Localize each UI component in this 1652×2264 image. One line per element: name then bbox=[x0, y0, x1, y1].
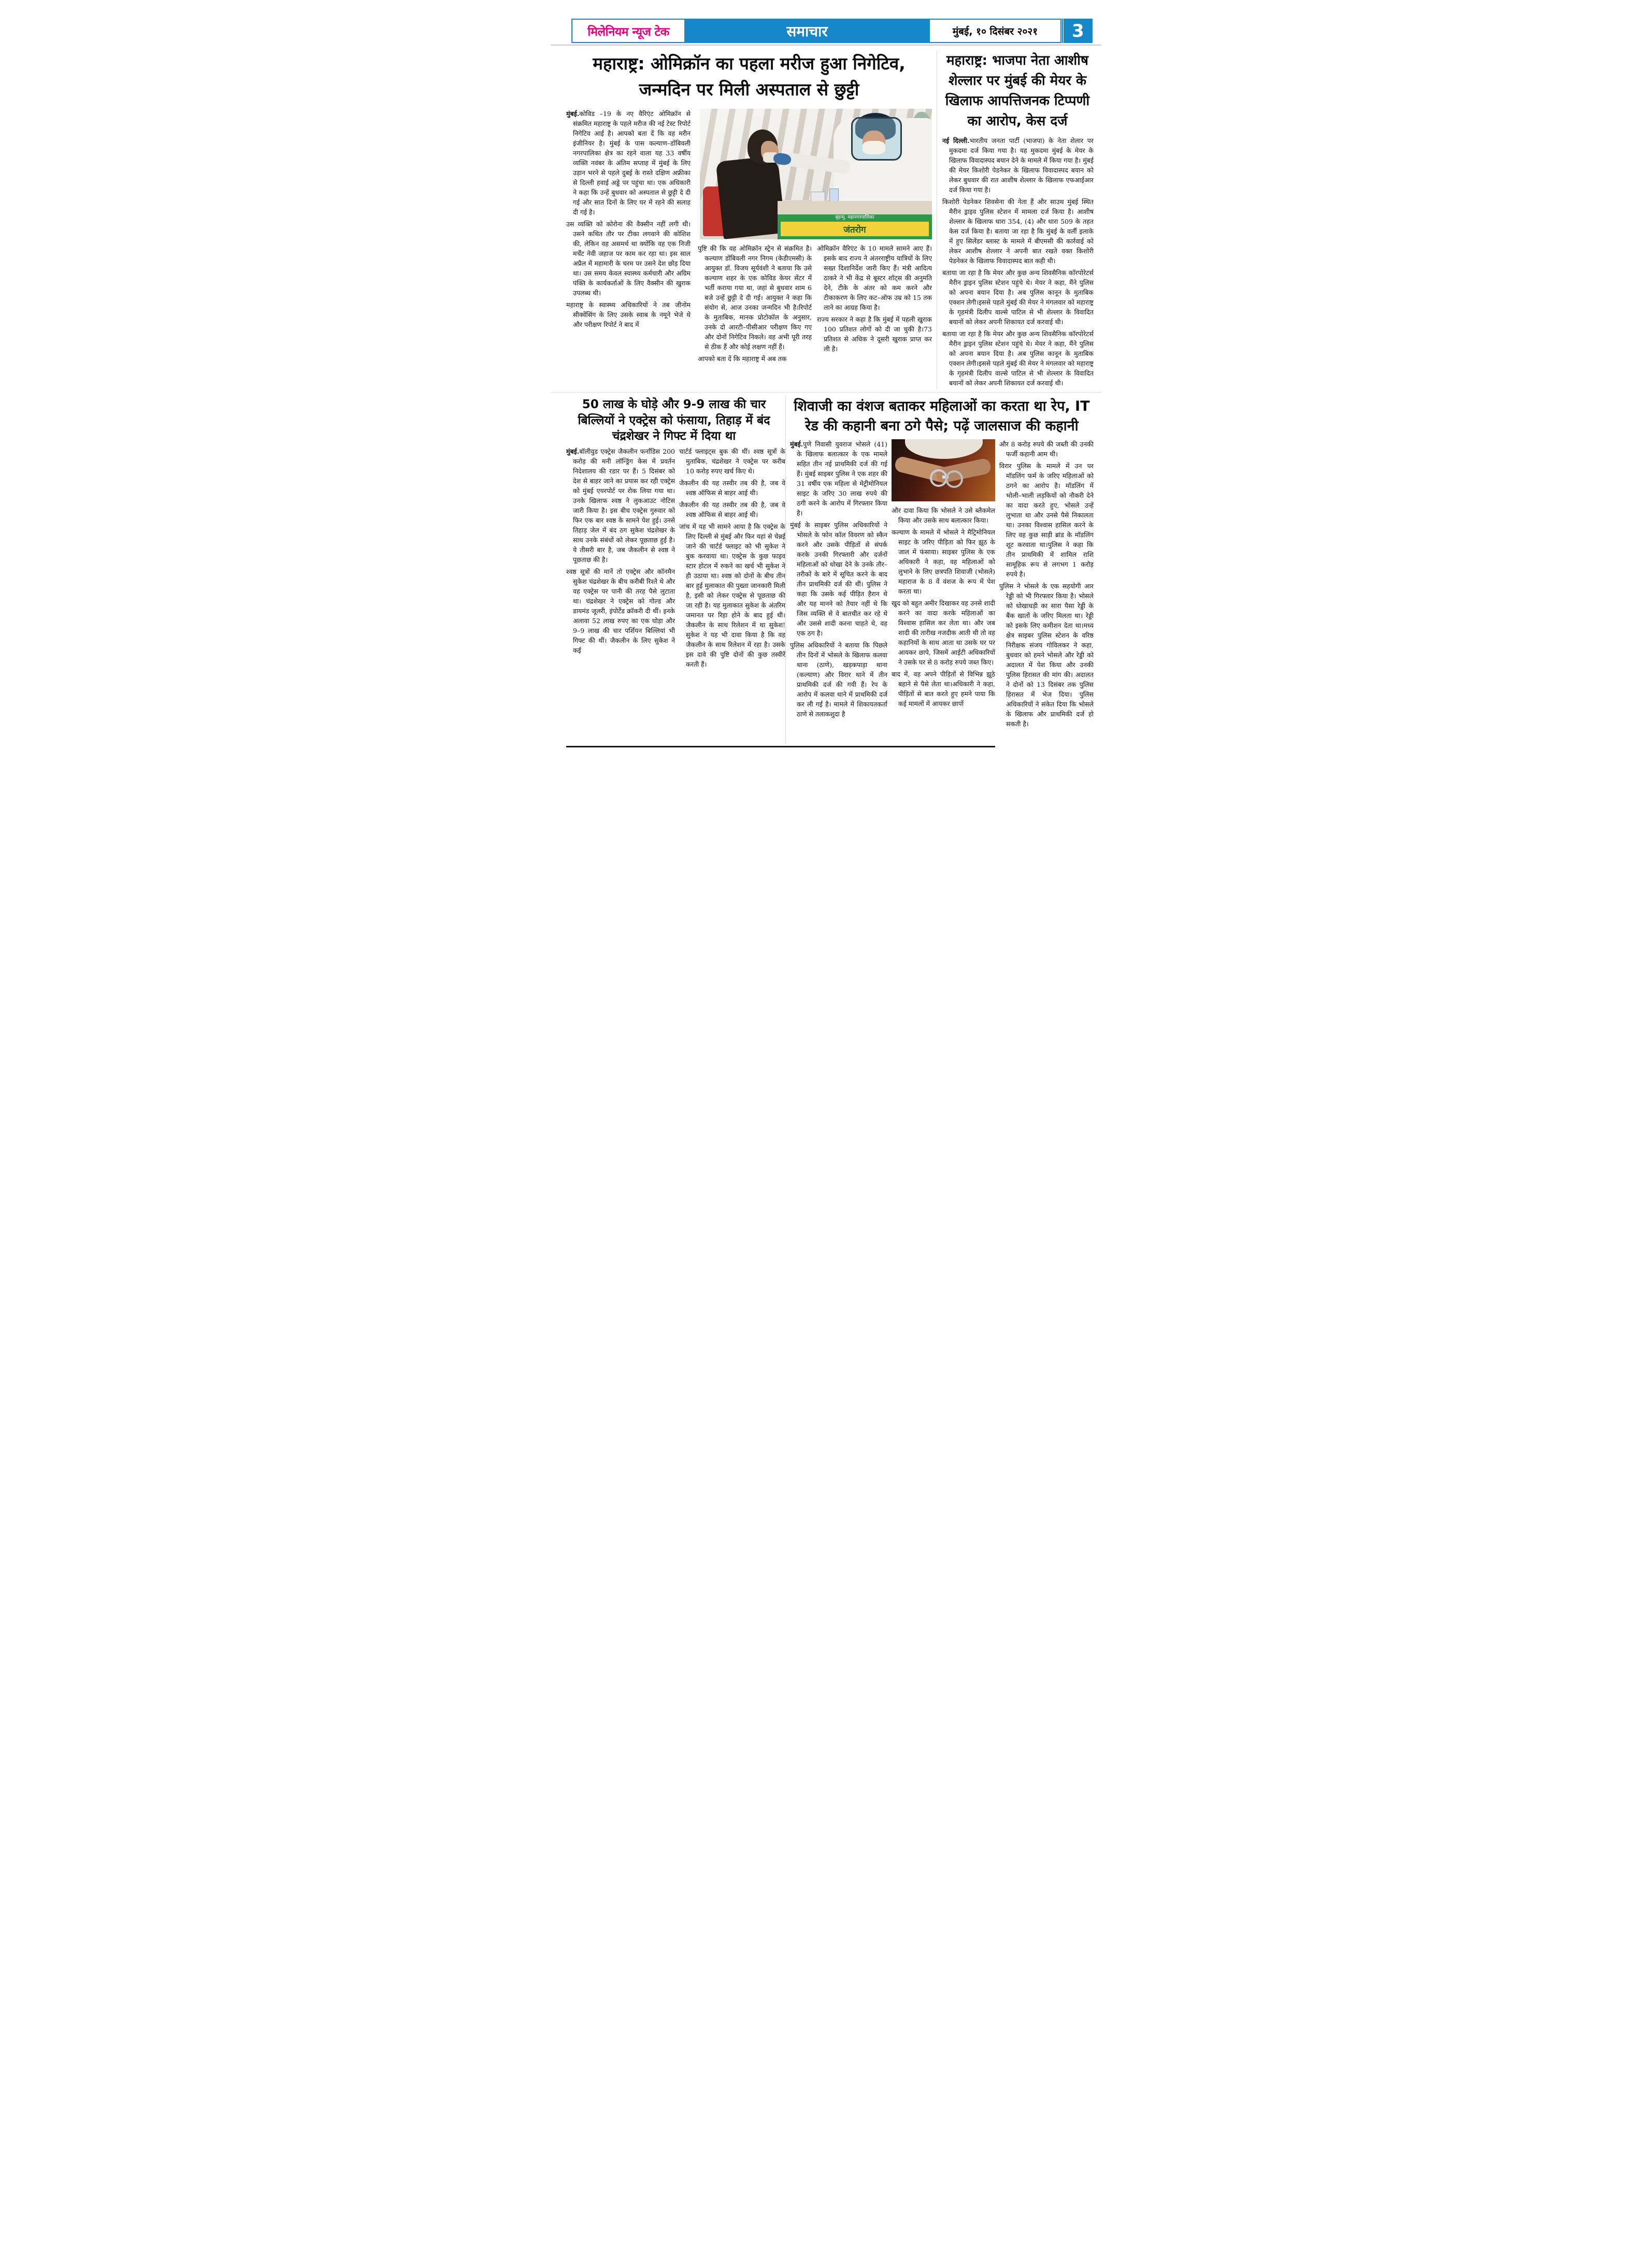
story4-column-1 bbox=[790, 439, 887, 745]
patient-figure bbox=[715, 155, 785, 239]
newspaper-page bbox=[551, 0, 1101, 755]
story3-headline: 50 लाख के घोड़े और 9-9 लाख की चार बिल्लियों ने एक्ट्रेस को फंसाया, तिहाड़ में बंद चंद्रशेखर ने गिफ्ट में दिया था bbox=[578, 398, 770, 443]
paragraph bbox=[698, 243, 812, 352]
dateline: मुंबई. bbox=[566, 110, 580, 118]
paragraph-text: और 8 करोड़ रुपये की जब्ती की उनकी फर्जी कहानी आम थी। bbox=[999, 440, 1094, 458]
paragraph bbox=[892, 527, 995, 596]
photo-banner bbox=[778, 214, 932, 239]
handcuff-ring-shape bbox=[930, 469, 947, 487]
story4-column-2 bbox=[892, 506, 995, 745]
paragraph bbox=[790, 640, 887, 719]
handcuff-ring-shape bbox=[945, 470, 963, 488]
story3-column-2 bbox=[679, 446, 785, 737]
paragraph-text: राज्य सरकार ने कहा है कि मुंबई में पहली खुराक 100 प्रतिशत लोगों को दी जा चुकी है।73 प्रतिशत से अधिक ने दूसरी खुराक प्राप्त कर ली है। bbox=[817, 315, 932, 353]
paragraph-text: उस व्यक्ति को कोरोना की वैक्सीन नहीं लगी थी। उसने कथित तौर पर टीका लगवाने की कोशिश की, लेकिन वह असमर्थ था क्योंकि वह एक निजी मर्चेंट नेवी जहाज पर काम कर रहा था। इस साल अप्रैल में महामारी के चरम पर उसने देश छोड़ दिया था। उस समय केवल स्वास्थ्य कर्मचारी और अग्रिम पंक्ति के कार्यकर्ताओं के लिए वैक्सीन की खुराक उपलब्ध थी। bbox=[566, 220, 691, 297]
paragraph-text: पुलिस अधिकारियों ने बताया कि पिछले तीन दिनों में भोसले के खिलाफ कलवा थाना (ठाणे), खड़कपाड़ा थाना (कल्याण) और विरार थाने में तीन प्राथमिकी दर्ज की गयी हैं। रेप के आरोप में कलवा थाने में प्राथमिकी दर्ज कर ली गई है। मामले में शिकायतकर्ता ठाणे से तलाकशुदा है bbox=[790, 641, 887, 718]
paragraph bbox=[679, 500, 785, 520]
table-shape bbox=[778, 201, 932, 214]
paragraph-text: भारतीय जनता पार्टी (भाजपा) के नेता शेलार पर मुकदमा दर्ज किया गया है। यह मुकदमा मुंबई के मेयर के खिलाफ विवादास्पद बयान देने के मामले में किया गया है। मुंबई की मेयर किशोरी पेडनेकर के खिलाफ विवादास्पद बयान को लेकर बुधवार की रात आशीष शेल्लार के खिलाफ एफआईआर दर्ज किया गया है। bbox=[949, 137, 1094, 194]
paragraph bbox=[942, 197, 1094, 266]
banner-yellow-band bbox=[781, 222, 929, 236]
paragraph-text: खुद को बहुत अमीर दिखाकर वह उनसे शादी करने का वादा करके महिलाओं का विश्वास हासिल कर लेता था। और जब शादी की तारीख नजदीक आती थी तो वह कहानियों के साथ आता था उसके घर पर आयकर छापे, जिसमें आईटी अधिकारियों ने उसके घर से 8 करोड़ रुपये जब्त किए। bbox=[892, 599, 995, 666]
paragraph-text: जैकलीन की यह तस्वीर तब की है, जब वे श्वष्ठ ऑफिस से बाहर आई थी। bbox=[679, 479, 785, 497]
story4-headline: शिवाजी का वंशज बताकर महिलाओं का करता था रेप, IT रेड की कहानी बना ठगे पैसे; पढ़ें जालसाज की कहानी bbox=[794, 398, 1090, 435]
paragraph bbox=[892, 669, 995, 709]
swab-test-photo bbox=[700, 109, 932, 239]
banner-municipality-text: बृहन्मु. महानगरपालिका bbox=[835, 215, 874, 220]
brand-box bbox=[571, 19, 685, 43]
date-box bbox=[929, 19, 1061, 43]
paragraph bbox=[679, 446, 785, 476]
paragraph-text: बताया जा रहा है कि मेयर और कुछ अन्य शिवसैनिक कॉरपोरेटर्स मैरीन ड्राइन पुलिस स्टेशन पहुंचे थे। मेयर ने कहा, मैंने पुलिस को अपना बयान दिया है। अब पुलिस कानून के मुताबिक एक्शन लेगी।इससे पहले मुंबई की मेयर ने मंगलवार को महाराष्ट्र के गृहमंत्री दिलीप वाल्से पाटिल से भी शेल्लार के विवादित बयानों को लेकर अपनी शिकायत दर्ज करवाई थी। bbox=[942, 269, 1094, 326]
story1-column-2 bbox=[698, 243, 812, 390]
paragraph bbox=[566, 300, 691, 329]
shirt-shape bbox=[905, 439, 983, 459]
edition-date: मुंबई, १० दिसंबर २०२१ bbox=[952, 25, 1038, 37]
paragraph bbox=[679, 478, 785, 498]
section-divider bbox=[551, 392, 1101, 393]
column-divider bbox=[785, 397, 786, 744]
paragraph bbox=[790, 520, 887, 638]
paragraph bbox=[999, 439, 1094, 459]
paragraph bbox=[566, 219, 691, 298]
worker-mask-shape bbox=[863, 141, 885, 154]
story1-column-1 bbox=[566, 109, 691, 390]
paragraph bbox=[790, 439, 887, 518]
paragraph bbox=[817, 314, 932, 354]
paragraph-text: विरार पुलिस के मामले में उन पर मॉडलिंग फर्म के जरिए महिलाओं को ठगने का आरोप है। मॉडलिंग में भोली–भाली लड़कियों को नौकरी देने का वादा करते हुए, भोसले उन्हें लुभाता था और उनसे पैसे निकालता था। उनका विश्वास हासिल करने के लिए वह कुछ साड़ी ब्रांड के मॉडलिंग शूट करवाता था।पुलिस ने कहा कि तीन प्राथमिकी में शामिल राशि सामूहिक रूप से लगभग 1 करोड़ रुपये है। bbox=[999, 462, 1094, 578]
paragraph-text: और दावा किया कि भोसले ने उसे ब्लैकमेल किया और उसके साथ बलात्कार किया। bbox=[892, 507, 995, 524]
dateline: मुंबई. bbox=[566, 448, 580, 455]
paragraph-text: पुष्टि की कि वह ओमिक्रॉन स्ट्रेन से संक्रमित है। कल्याण डोंबिवली नगर निगम (केडीएमसी) के आयुक्त डॉ. विजय सूर्यवंशी ने बताया कि उसे कल्याण शहर के एक कोविड केयर सेंटर में भर्ती कराया गया था, जहां से बुधवार शाम 6 बजे उन्हें छुट्टी दे दी गई। आयुक्त ने कहा कि संयोग से, आज उनका जन्मदिन भी है।रिपोर्ट के मुताबिक, मानक प्रोटोकॉल के अनुसार, उनके दो आरटी–पीसीआर परीक्षण किए गए और दोनों निगेटिव निकले। वह अभी पूरी तरह से ठीक हैं और कोई लक्षण नहीं हैं। bbox=[698, 244, 812, 351]
paragraph bbox=[566, 446, 675, 565]
paragraph bbox=[817, 243, 932, 312]
dateline: मुंबई. bbox=[790, 440, 803, 448]
story4-column-3 bbox=[999, 439, 1094, 745]
paragraph bbox=[892, 506, 995, 525]
section-title: समाचार bbox=[786, 22, 828, 40]
paragraph-text: जांच में यह भी सामने आया है कि एक्ट्रेस के लिए दिल्ली से मुंबई और फिर यहां से चेन्नई जाने की चार्टर्ड फ्लाइट को भी सुकेश ने बुक करवाया था। एक्ट्रेस के कुछ फाइव स्टार होटल में रुकने का खर्च भी सुकेश ने ही उठाया था। श्वष्ठ को दोनों के बीच तीन बार हुई मुलाकात की पुख्ता जानकारी मिली है, इसी को लेकर एक्ट्रेस से पूछताछ की जा रही है। यह मुलाकात सुकेश के अंतरिम जमानत पर रिहा होने के बाद हुई थी।जैकलीन के साथ रिलेशन में था सुकेश!सुकेश ने यह भी दावा किया है कि वह जैकलीन के साथ रिलेशन में रहा है। उसके इस दावे की पुष्टि दोनों की कुछ तस्वीरें करती हैं। bbox=[679, 523, 785, 668]
paragraph bbox=[942, 268, 1094, 327]
story2-column bbox=[942, 136, 1094, 390]
paragraph bbox=[698, 354, 812, 364]
header-rule bbox=[551, 45, 1101, 46]
paragraph-text: कोविड –19 के नए वैरिएंट ओमिक्रॉन से संक्रमित महाराष्ट्र के पहले मरीज की नई टेस्ट रिपोर्ट निगेटिव आई है। आपको बता दें कि वह मरीन इंजीनियर है। मुंबई के पास कल्याण–डोंबिवली नगरपालिका क्षेत्र का रहने वाला यह 33 वर्षीय व्यक्ति नवंबर के अंतिम सप्ताह में मुंबई के लिए उड़ान भरने से पहले दुबई के रास्ते दक्षिण अफ्रीका से दिल्ली हवाई अड्डे पर पहुंचा था। एक अधिकारी ने कहा कि उन्हें बुधवार को अस्पताल से छुट्टी दे दी गई और सात दिनों के लिए घर में रहने की सलाह दी गई है। bbox=[573, 110, 691, 216]
page-number: 3 bbox=[1072, 20, 1084, 41]
paragraph-text: कल्याण के मामले में भोसले ने मैट्रिमोनियल साइट के जरिए पीड़िता को फिर झूठ के जाल में फंसाया। साइबर पुलिस के एक अधिकारी ने कहा, वह महिलाओं को लुभाने के लिए छत्रपति शिवाजी (भोसले) महाराज के 8 वें वंशज के रूप में पेश करता था। bbox=[892, 528, 995, 595]
dateline: नई दिल्ली. bbox=[942, 137, 970, 145]
paragraph-text: बाद में, वह अपने पीड़ितों से विभिन्न झूठे बहाने से पैसे लेता था।अधिकारी ने कहा, पीड़ितों से बात करते हुए हमने पाया कि कई मामलों में आयकर छापों bbox=[892, 670, 995, 708]
paragraph bbox=[942, 136, 1094, 195]
handcuffs-photo bbox=[892, 439, 995, 501]
paragraph-text: बताया जा रहा है कि मेयर और कुछ अन्य शिवसैनिक कॉरपोरेटर्स मैरीन ड्राइन पुलिस स्टेशन पहुंचे थे। मेयर ने कहा, मैंने पुलिस को अपना बयान दिया है। अब पुलिस कानून के मुताबिक एक्शन लेगी।इससे पहले मुंबई की मेयर ने मंगलवार को महाराष्ट्र के गृहमंत्री दिलीप वाल्से पाटिल से भी शेल्लार के विवादित बयानों को लेकर अपनी शिकायत दर्ज करवाई थी। bbox=[942, 330, 1094, 387]
masthead bbox=[571, 19, 1093, 43]
paragraph-text: किशोरी पेडनेकर शिवसेना की नेता हैं और साउथ मुंबई स्थित मैरीन ड्राइव पुलिस स्टेशन में मामला दर्ज किया है। आशीष शेल्लार के खिलाफ धारा 354, (4) और धारा 509 के तहत केस दर्ज किया है। बताया जा रहा है कि मुंबई के वर्ली इलाके में हुए सिलेंडर ब्लास्ट के मामले में बीएमसी की कार्रवाई को लेकर आशीष शेल्लार ने अपनी बात रखते वक्त किशोरी पेडनेकर के खिलाफ विवादास्पद बात कही थी। bbox=[942, 198, 1094, 265]
paragraph-text: ओमिक्रॉन वैरिएंट के 10 मामले सामने आए हैं। इसके बाद राज्य ने अंतरराष्ट्रीय यात्रियों के लिए सख्त दिशानिर्देश जारी किए हैं। मंत्री आदित्य ठाकरे ने भी केंद्र से बूस्टर शॉट्स की अनुमति देने, टीके के अंतर को कम करने और टीकाकरण के लिए कट–ऑफ उम्र को 15 तक लाने का आग्रह किया है। bbox=[817, 244, 932, 311]
paragraph-text: महाराष्ट्र के स्वास्थ्य अधिकारियों ने तब जीनोम सीक्वेंसिंग के लिए उसके स्वाब के नमूने भेजे थे और परीक्षण रिपोर्ट ने बाद में bbox=[566, 301, 691, 328]
story3-column-1 bbox=[566, 446, 675, 737]
paragraph-text: बॉलीवुड एक्ट्रेस जैकलीन फर्नांडिस 200 करोड़ की मनी लॉन्ड्रिंग केस में प्रवर्तन निदेशालय की रडार पर हैं। 5 दिसंबर को देश से बाहर जाने का प्रयास कर रही एक्ट्रेस को मुंबई एयरपोर्ट पर रोक लिया गया था। उनके खिलाफ श्वष्ठ ने लुकआउट नोटिस जारी किया है। इस बीच एक्ट्रेस गुरुवार को फिर एक बार श्वष्ठ के सामने पेश हुई। उनसे तिहाड़ जेल में बंद ठग सुकेश चंद्रशेखर के साथ उनके संबंधों को लेकर पूछताछ हुई है। ये तीसरी बार है, जब जैकलीन से श्वष्ठ ने पूछताछ की है। bbox=[573, 448, 675, 564]
bottom-rule bbox=[566, 746, 995, 747]
paragraph-text: आपको बता दें कि महाराष्ट्र में अब तक bbox=[698, 355, 787, 363]
section-box bbox=[685, 19, 929, 43]
story1-headline: महाराष्ट्र: ओमिक्रॉन का पहला मरीज हुआ निगेटिव, जन्मदिन पर मिली अस्पताल से छुट्टी bbox=[593, 53, 906, 99]
brand-title: मिलेनियम न्यूज टेक bbox=[587, 25, 669, 39]
paragraph-text: जैकलीन की यह तस्वीर तब की है, जब वे श्वष्ठ ऑफिस से बाहर आई थी। bbox=[679, 501, 785, 518]
paragraph bbox=[892, 598, 995, 667]
paragraph-text: पुणे निवासी युवराज भोसले (41) के खिलाफ बलात्कार के एक मामले सहित तीन नई प्राथमिकी दर्ज की गई हैं। मुंबई साइबर पुलिस ने एक शहर की 31 वर्षीय एक महिला से मेट्रीमोनियल साइट के जरिए 30 लाख रुपये की ठगी करने के आरोप में गिरफ्तार किया है। bbox=[797, 440, 887, 517]
paragraph bbox=[566, 109, 691, 217]
paragraph bbox=[679, 522, 785, 669]
story2-headline: महाराष्ट्र: भाजपा नेता आशीष शेल्लार पर मुंबई की मेयर के खिलाफ आपत्तिजनक टिप्पणी का आरोप, केस दर्ज bbox=[945, 53, 1090, 129]
paragraph bbox=[566, 567, 675, 655]
story1-column-3 bbox=[817, 243, 932, 390]
paragraph-text: चार्टर्ड फ्लाइट्स बुक की थीं। श्वष्ठ सूत्रों के मुताबिक, चंद्रशेखर ने एक्ट्रेस पर करीब 10 करोड़ रुपए खर्च किए थे। bbox=[679, 448, 785, 475]
paragraph bbox=[999, 461, 1094, 579]
paragraph bbox=[999, 581, 1094, 729]
paragraph-text: श्वष्ठ सूत्रों की मानें तो एक्ट्रेस और कॉनमैन सुकेश चंद्रशेखर के बीच करीबी रिश्ते थे और वह एक्ट्रेस पर पानी की तरह पैसे लुटाता था। चंद्रशेखर ने एक्ट्रेस को गोल्ड और डायमंड जूलरी, इंपोर्टेड क्रॉकरी दी थीं। इनके अलावा 52 लाख रुपए का एक घोड़ा और 9–9 लाख की चार पर्शियन बिल्लियां भी गिफ्ट की थीं। जैकलीन के लिए सुकेश ने कई bbox=[566, 568, 675, 654]
banner-main-text: जंतरोग bbox=[843, 224, 866, 235]
page-number-box bbox=[1061, 19, 1093, 43]
paragraph bbox=[942, 329, 1094, 388]
paragraph-text: मुंबई के साइबर पुलिस अधिकारियों ने भोसले के फोन कॉल विवरण को स्कैन करने और उसके पीड़ितों से संपर्क करके उनकी गिरफ्तारी और दर्जनों महिलाओं को धोखा देने के उनके तौर–तरीकों के बारे में सूचित करने के बाद तीन प्राथमिकी दर्ज की थीं। पुलिस ने कहा कि उसके कई पीड़ित हैरान थे और यह मानने को तैयार नहीं थे कि जिस व्यक्ति से वे बातचीत कर रहे थे और उससे शादी करना चाहते थे, वह एक ठग है। bbox=[790, 521, 887, 637]
paragraph-text: पुलिस ने भोसले के एक सहयोगी आर रेड्डी को भी गिरफ्तार किया है। भोसले को धोखाधड़ी का सारा पैसा रेड्डी के बैंक खातों के जरिए मिलता था। रेड्डी को इसके लिए कमीशन देता था।मध्य क्षेत्र साइबर पुलिस स्टेशन के वरिष्ठ निरीक्षक संजय गोविलकर ने कहा, बुधवार को हमने भोसले और रेड्डी को अदालत में पेश किया और उनकी पुलिस हिरासत की मांग की। अदालत ने दोनों को 13 दिसंबर तक पुलिस हिरासत में भेज दिया। पुलिस अधिकारियों ने संकेत दिया कि भोसले के खिलाफ और प्राथमिकी दर्ज हो सकती है। bbox=[999, 582, 1094, 728]
